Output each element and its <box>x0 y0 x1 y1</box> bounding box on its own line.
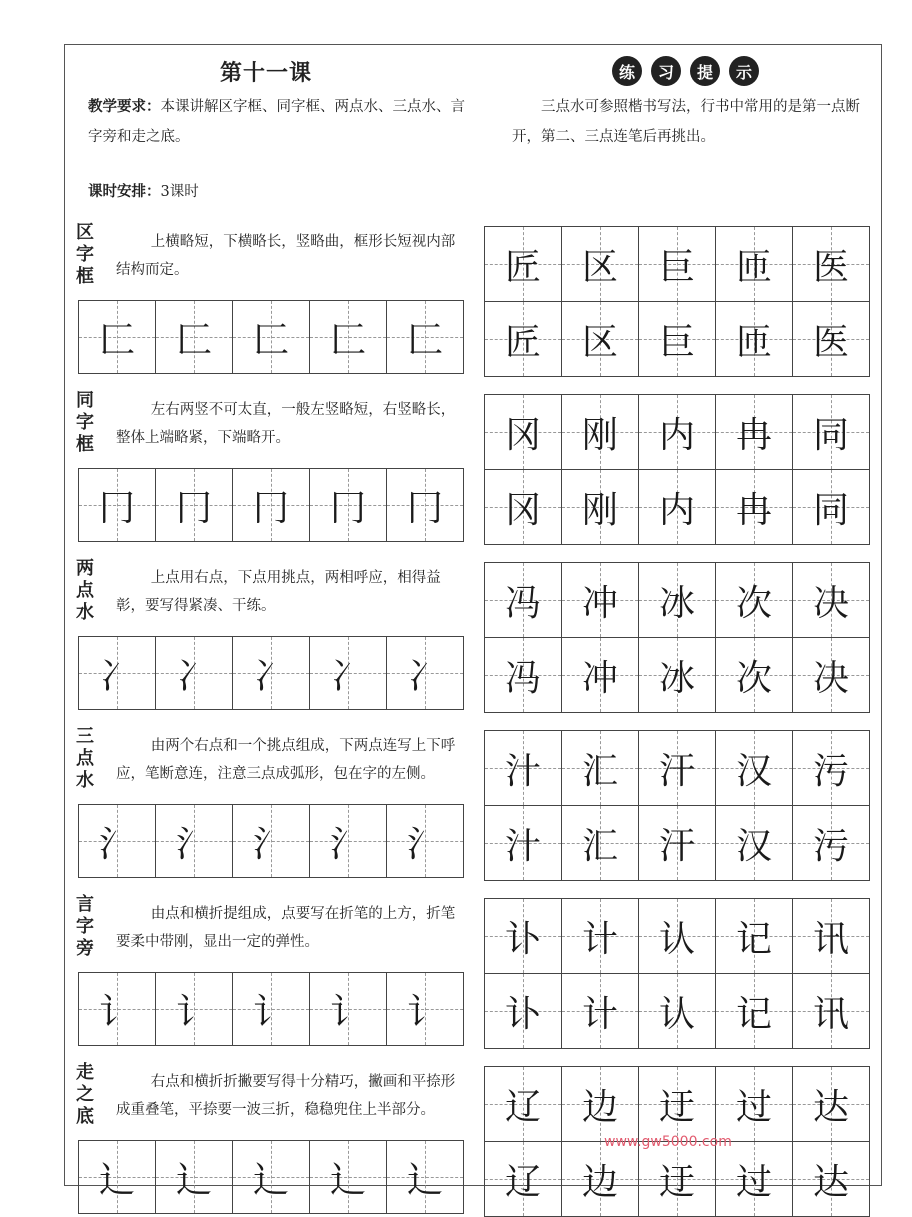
stroke-practice-grid <box>78 300 464 374</box>
character-glyph: 汉 <box>735 750 772 792</box>
character-glyph: 计 <box>581 918 618 960</box>
stroke-cell <box>387 973 463 1045</box>
stroke-glyph: 讠 <box>252 991 289 1033</box>
character-row <box>485 470 869 544</box>
character-practice-grid <box>484 898 870 1049</box>
character-glyph: 认 <box>658 993 695 1035</box>
character-glyph: 巨 <box>658 321 695 363</box>
character-row <box>485 974 869 1048</box>
character-cell <box>639 1142 716 1216</box>
character-cell <box>716 302 793 376</box>
character-glyph: 冯 <box>504 657 541 699</box>
character-cell <box>485 227 562 301</box>
character-cell <box>793 395 869 469</box>
character-cell <box>562 806 639 880</box>
stroke-glyph: 冫 <box>406 655 443 697</box>
stroke-glyph: 氵 <box>98 823 135 865</box>
character-cell <box>562 638 639 712</box>
character-cell <box>485 731 562 805</box>
stroke-glyph: 讠 <box>329 991 366 1033</box>
character-row <box>485 731 869 806</box>
character-cell <box>639 731 716 805</box>
section-label: 同字框 <box>76 390 94 455</box>
stroke-cell <box>79 469 156 541</box>
stroke-cell <box>233 973 310 1045</box>
character-row <box>485 806 869 880</box>
watermark: www.gw5000.com <box>604 1134 732 1150</box>
section-label: 走之底 <box>76 1062 94 1127</box>
character-cell <box>716 899 793 973</box>
stroke-cell <box>310 1141 387 1213</box>
stroke-glyph: 匚 <box>406 319 443 361</box>
character-cell <box>485 470 562 544</box>
character-cell <box>716 1142 793 1216</box>
stroke-practice-grid <box>78 972 464 1046</box>
character-glyph: 刚 <box>581 489 618 531</box>
practice-tip-text: 三点水可参照楷书写法，行书中常用的是第一点断开，第二、三点连笔后再挑出。 <box>512 99 860 145</box>
requirements-text: 本课讲解区字框、同字框、两点水、三点水、言字旁和走之底。 <box>88 99 465 145</box>
tip-badge-4: 示 <box>729 56 759 86</box>
character-glyph: 医 <box>812 321 849 363</box>
character-glyph: 次 <box>735 582 772 624</box>
character-cell <box>639 638 716 712</box>
character-cell <box>485 1142 562 1216</box>
stroke-glyph: 冫 <box>175 655 212 697</box>
character-cell <box>793 470 869 544</box>
character-glyph: 区 <box>581 246 618 288</box>
character-glyph: 污 <box>812 825 849 867</box>
character-glyph: 汇 <box>581 825 618 867</box>
character-glyph: 边 <box>581 1086 618 1128</box>
character-glyph: 冈 <box>504 489 541 531</box>
character-cell <box>562 395 639 469</box>
section-description: 左右两竖不可太直，一般左竖略短，右竖略长，整体上端略紧，下端略开。 <box>116 402 456 446</box>
stroke-cell <box>233 805 310 877</box>
character-cell <box>562 1067 639 1141</box>
character-glyph: 刚 <box>581 414 618 456</box>
stroke-glyph: 辶 <box>175 1159 212 1201</box>
character-glyph: 同 <box>812 489 849 531</box>
character-glyph: 内 <box>658 414 695 456</box>
stroke-cell <box>233 301 310 373</box>
character-glyph: 冉 <box>735 489 772 531</box>
character-glyph: 冰 <box>658 582 695 624</box>
stroke-glyph: 讠 <box>175 991 212 1033</box>
character-cell <box>716 638 793 712</box>
section-description: 右点和横折折撇要写得十分精巧，撇画和平捺形成重叠笔，平捺要一波三折，稳稳兜住上半部分。 <box>116 1074 456 1118</box>
character-cell <box>639 395 716 469</box>
character-cell <box>793 227 869 301</box>
stroke-cell <box>79 1141 156 1213</box>
hours-text: 3课时 <box>160 184 199 200</box>
stroke-glyph: 辶 <box>406 1159 443 1201</box>
section-description: 上点用右点，下点用挑点，两相呼应，相得益彰，要写得紧凑、干练。 <box>116 570 441 614</box>
stroke-glyph: 讠 <box>406 991 443 1033</box>
character-cell <box>793 1067 869 1141</box>
stroke-glyph: 冂 <box>175 487 212 529</box>
character-row <box>485 302 869 376</box>
character-glyph: 达 <box>812 1161 849 1203</box>
character-cell <box>562 563 639 637</box>
character-glyph: 匠 <box>504 246 541 288</box>
character-cell <box>793 302 869 376</box>
character-glyph: 匠 <box>504 321 541 363</box>
character-glyph: 次 <box>735 657 772 699</box>
character-row <box>485 638 869 712</box>
character-glyph: 汗 <box>658 750 695 792</box>
character-cell <box>793 638 869 712</box>
character-cell <box>562 470 639 544</box>
character-glyph: 记 <box>735 918 772 960</box>
character-practice-grid <box>484 730 870 881</box>
stroke-cell <box>156 469 233 541</box>
character-cell <box>562 1142 639 1216</box>
stroke-glyph: 冫 <box>329 655 366 697</box>
character-glyph: 冲 <box>581 582 618 624</box>
section-label: 三点水 <box>76 726 94 791</box>
stroke-glyph: 冂 <box>98 487 135 529</box>
stroke-glyph: 辶 <box>252 1159 289 1201</box>
character-cell <box>485 899 562 973</box>
stroke-cell <box>156 805 233 877</box>
stroke-practice-grid <box>78 636 464 710</box>
character-row <box>485 1142 869 1216</box>
character-glyph: 冰 <box>658 657 695 699</box>
character-glyph: 污 <box>812 750 849 792</box>
character-cell <box>485 563 562 637</box>
section-description: 由两个右点和一个挑点组成，下两点连写上下呼应，笔断意连，注意三点成弧形，包在字的左侧。 <box>116 738 456 782</box>
stroke-glyph: 冂 <box>329 487 366 529</box>
stroke-cell <box>79 805 156 877</box>
stroke-cell <box>387 301 463 373</box>
character-cell <box>639 470 716 544</box>
tip-badge-3: 提 <box>690 56 720 86</box>
character-cell <box>485 395 562 469</box>
character-cell <box>485 974 562 1048</box>
character-cell <box>485 302 562 376</box>
stroke-glyph: 氵 <box>329 823 366 865</box>
stroke-glyph: 冫 <box>252 655 289 697</box>
character-cell <box>716 974 793 1048</box>
stroke-cell <box>387 1141 463 1213</box>
stroke-glyph: 匚 <box>175 319 212 361</box>
character-cell <box>639 1067 716 1141</box>
character-cell <box>639 563 716 637</box>
character-cell <box>793 1142 869 1216</box>
stroke-cell <box>310 301 387 373</box>
character-glyph: 讯 <box>812 993 849 1035</box>
stroke-glyph: 辶 <box>98 1159 135 1201</box>
stroke-cell <box>79 973 156 1045</box>
character-glyph: 汗 <box>658 825 695 867</box>
stroke-cell <box>310 637 387 709</box>
character-glyph: 记 <box>735 993 772 1035</box>
character-cell <box>639 899 716 973</box>
character-cell <box>716 563 793 637</box>
requirements-label: 教学要求： <box>88 99 161 115</box>
character-cell <box>793 563 869 637</box>
character-cell <box>485 1067 562 1141</box>
stroke-cell <box>156 1141 233 1213</box>
character-glyph: 汇 <box>581 750 618 792</box>
character-cell <box>716 731 793 805</box>
character-glyph: 迂 <box>658 1086 695 1128</box>
character-row <box>485 1067 869 1142</box>
stroke-cell <box>387 805 463 877</box>
stroke-glyph: 冂 <box>406 487 443 529</box>
tip-badge-1: 练 <box>612 56 642 86</box>
stroke-glyph: 氵 <box>175 823 212 865</box>
lesson-title: 第十一课 <box>220 61 313 86</box>
section-description: 由点和横折提组成，点要写在折笔的上方，折笔要柔中带刚，显出一定的弹性。 <box>116 906 456 950</box>
character-cell <box>716 227 793 301</box>
character-glyph: 达 <box>812 1086 849 1128</box>
stroke-cell <box>156 973 233 1045</box>
stroke-glyph: 氵 <box>252 823 289 865</box>
character-glyph: 匝 <box>735 246 772 288</box>
character-row <box>485 227 869 302</box>
practice-tips-badges <box>612 56 759 86</box>
character-cell <box>793 731 869 805</box>
stroke-glyph: 匚 <box>329 319 366 361</box>
stroke-glyph: 氵 <box>406 823 443 865</box>
character-row <box>485 563 869 638</box>
character-glyph: 冲 <box>581 657 618 699</box>
character-cell <box>639 227 716 301</box>
stroke-cell <box>156 301 233 373</box>
character-practice-grid <box>484 394 870 545</box>
character-cell <box>485 806 562 880</box>
stroke-practice-grid <box>78 468 464 542</box>
character-glyph: 冈 <box>504 414 541 456</box>
stroke-practice-grid <box>78 804 464 878</box>
character-glyph: 过 <box>735 1086 772 1128</box>
hours-label: 课时安排： <box>88 184 161 200</box>
character-glyph: 内 <box>658 489 695 531</box>
character-cell <box>716 470 793 544</box>
character-practice-grid <box>484 562 870 713</box>
character-cell <box>562 227 639 301</box>
character-glyph: 冯 <box>504 582 541 624</box>
character-cell <box>562 899 639 973</box>
stroke-cell <box>156 637 233 709</box>
stroke-cell <box>233 1141 310 1213</box>
stroke-glyph: 匚 <box>252 319 289 361</box>
character-glyph: 计 <box>581 993 618 1035</box>
character-glyph: 区 <box>581 321 618 363</box>
stroke-glyph: 冫 <box>98 655 135 697</box>
stroke-cell <box>310 805 387 877</box>
character-cell <box>639 806 716 880</box>
character-cell <box>793 806 869 880</box>
character-glyph: 迂 <box>658 1161 695 1203</box>
tip-badge-2: 习 <box>651 56 681 86</box>
character-glyph: 辽 <box>504 1086 541 1128</box>
character-glyph: 汁 <box>504 750 541 792</box>
class-hours <box>88 180 199 201</box>
character-glyph: 认 <box>658 918 695 960</box>
stroke-glyph: 辶 <box>329 1159 366 1201</box>
character-cell <box>562 302 639 376</box>
character-cell <box>793 974 869 1048</box>
teaching-requirements <box>88 92 468 152</box>
section-description: 上横略短，下横略长，竖略曲，框形长短视内部结构而定。 <box>116 234 456 278</box>
character-glyph: 辽 <box>504 1161 541 1203</box>
stroke-cell <box>79 301 156 373</box>
stroke-cell <box>233 469 310 541</box>
stroke-glyph: 冂 <box>252 487 289 529</box>
character-cell <box>716 395 793 469</box>
character-cell <box>793 899 869 973</box>
character-cell <box>562 731 639 805</box>
character-row <box>485 899 869 974</box>
character-cell <box>562 974 639 1048</box>
character-glyph: 边 <box>581 1161 618 1203</box>
character-glyph: 医 <box>812 246 849 288</box>
character-glyph: 汉 <box>735 825 772 867</box>
character-glyph: 讣 <box>504 993 541 1035</box>
character-glyph: 冉 <box>735 414 772 456</box>
character-cell <box>716 1067 793 1141</box>
character-row <box>485 395 869 470</box>
character-glyph: 匝 <box>735 321 772 363</box>
section-label: 言字旁 <box>76 894 94 959</box>
stroke-cell <box>387 637 463 709</box>
stroke-glyph: 讠 <box>98 991 135 1033</box>
character-practice-grid <box>484 226 870 377</box>
character-cell <box>716 806 793 880</box>
character-glyph: 决 <box>812 657 849 699</box>
stroke-cell <box>233 637 310 709</box>
character-glyph: 巨 <box>658 246 695 288</box>
stroke-cell <box>79 637 156 709</box>
character-glyph: 过 <box>735 1161 772 1203</box>
character-cell <box>639 302 716 376</box>
stroke-cell <box>310 469 387 541</box>
section-label: 区字框 <box>76 222 94 287</box>
stroke-cell <box>387 469 463 541</box>
character-glyph: 同 <box>812 414 849 456</box>
character-glyph: 讯 <box>812 918 849 960</box>
character-glyph: 决 <box>812 582 849 624</box>
stroke-cell <box>310 973 387 1045</box>
character-cell <box>485 638 562 712</box>
character-glyph: 讣 <box>504 918 541 960</box>
section-label: 两点水 <box>76 558 94 623</box>
character-glyph: 汁 <box>504 825 541 867</box>
stroke-practice-grid <box>78 1140 464 1214</box>
character-cell <box>639 974 716 1048</box>
stroke-glyph: 匚 <box>98 319 135 361</box>
